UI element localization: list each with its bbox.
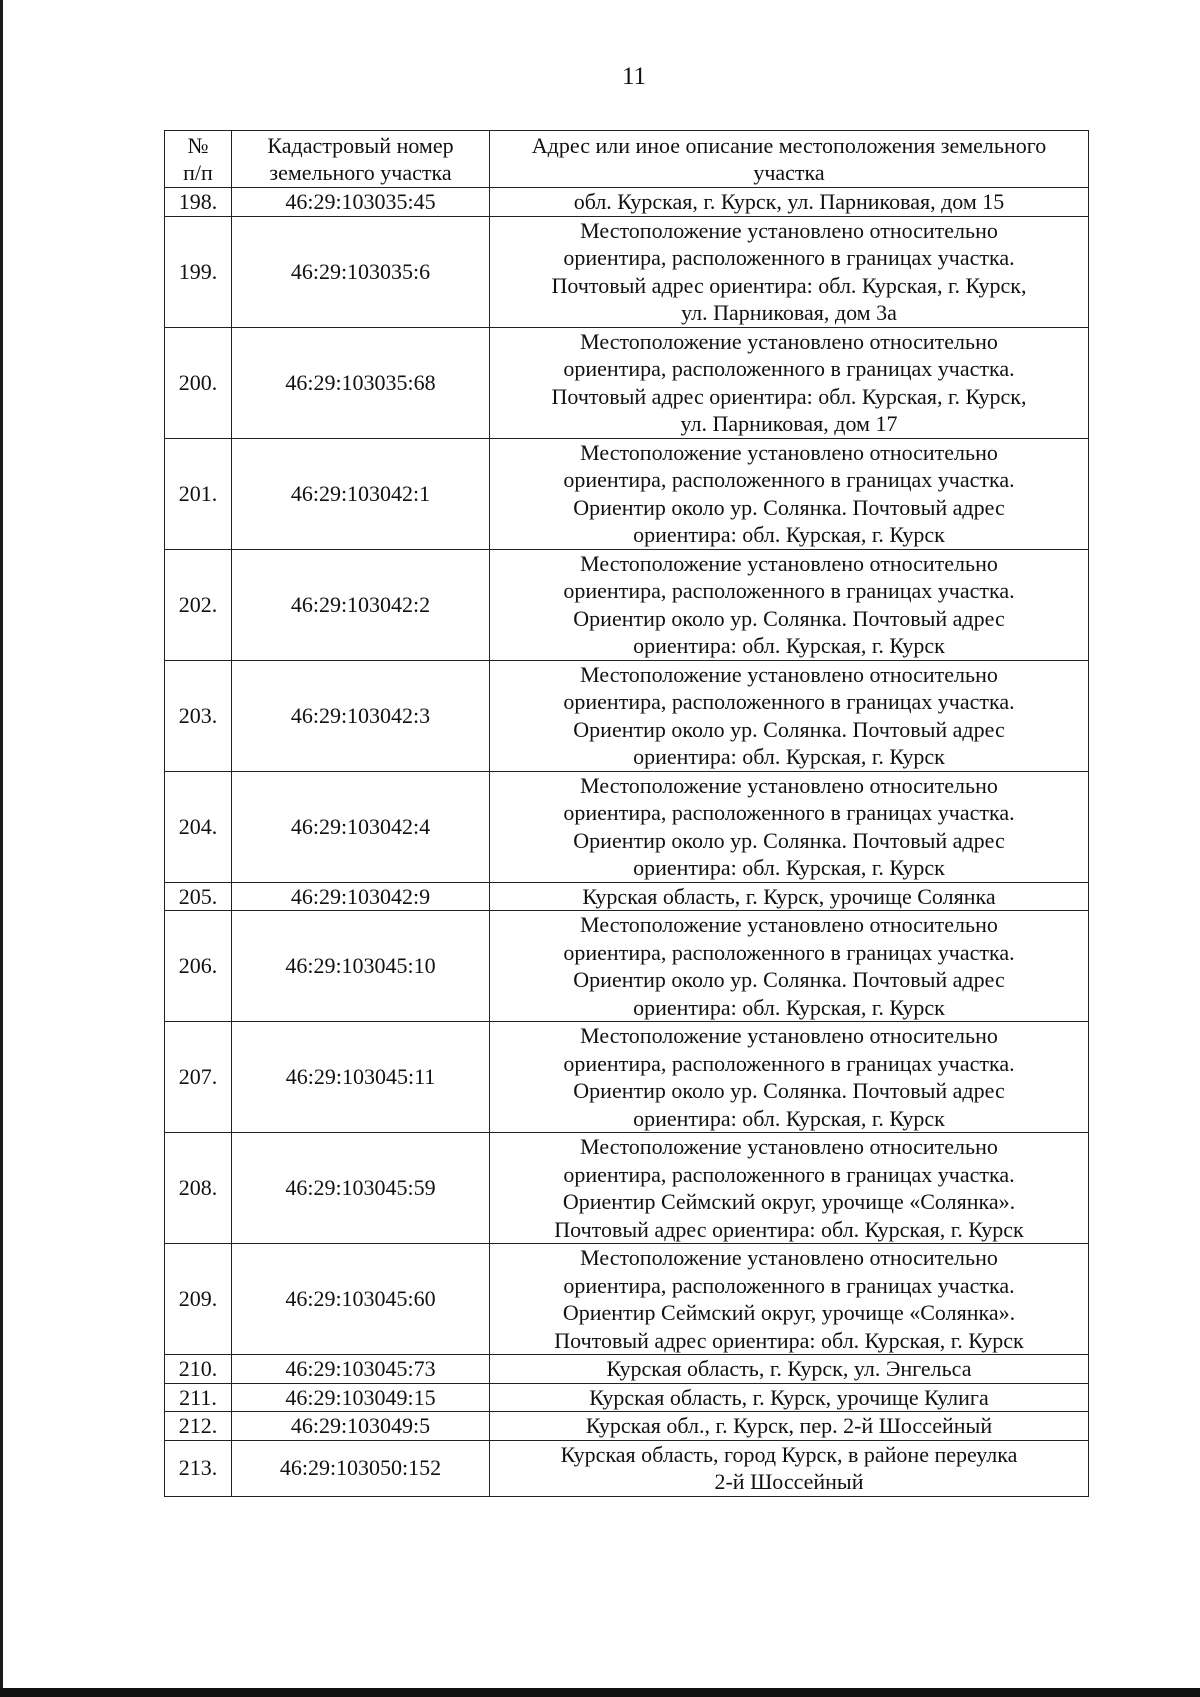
cell-number: 212. bbox=[165, 1412, 232, 1441]
cell-cadastral-number: 46:29:103035:68 bbox=[232, 327, 490, 438]
cell-number: 213. bbox=[165, 1440, 232, 1496]
cell-number: 205. bbox=[165, 882, 232, 911]
table-row bbox=[165, 1440, 1089, 1496]
cell-number: 201. bbox=[165, 438, 232, 549]
cell-number: 204. bbox=[165, 771, 232, 882]
cell-number: 199. bbox=[165, 216, 232, 327]
cell-number: 208. bbox=[165, 1133, 232, 1244]
table-row bbox=[165, 1022, 1089, 1133]
table-row bbox=[165, 188, 1089, 217]
cell-cadastral-number: 46:29:103042:4 bbox=[232, 771, 490, 882]
cell-number: 202. bbox=[165, 549, 232, 660]
cell-address: Местоположение установлено относительно ориентира, расположенного в границах участка. Ориентир около ур. Солянка. Почтовый адрес ориентира: обл. Курская, г. Курск bbox=[490, 438, 1089, 549]
cell-address: Местоположение установлено относительно ориентира, расположенного в границах участка. Почтовый адрес ориентира: обл. Курская, г. Курск, ул. Парниковая, дом 17 bbox=[490, 327, 1089, 438]
cell-address: Местоположение установлено относительно ориентира, расположенного в границах участка. Ориентир около ур. Солянка. Почтовый адрес ориентира: обл. Курская, г. Курск bbox=[490, 1022, 1089, 1133]
cell-address: Местоположение установлено относительно ориентира, расположенного в границах участка. Ориентир около ур. Солянка. Почтовый адрес ориентира: обл. Курская, г. Курск bbox=[490, 771, 1089, 882]
cell-address: Местоположение установлено относительно ориентира, расположенного в границах участка. Ориентир Сеймский округ, урочище «Солянка». Почтовый адрес ориентира: обл. Курская, г. Курск bbox=[490, 1133, 1089, 1244]
cell-number: 211. bbox=[165, 1383, 232, 1412]
table-row bbox=[165, 1244, 1089, 1355]
header-number: № п/п bbox=[165, 131, 232, 188]
header-address: Адрес или иное описание местоположения земельного участка bbox=[490, 131, 1089, 188]
cell-number: 207. bbox=[165, 1022, 232, 1133]
cell-cadastral-number: 46:29:103049:5 bbox=[232, 1412, 490, 1441]
cell-cadastral-number: 46:29:103042:3 bbox=[232, 660, 490, 771]
table-row bbox=[165, 1355, 1089, 1384]
scan-edge-left bbox=[0, 0, 3, 1697]
cell-address: Курская область, г. Курск, урочище Солянка bbox=[490, 882, 1089, 911]
cell-number: 206. bbox=[165, 911, 232, 1022]
cell-number: 209. bbox=[165, 1244, 232, 1355]
cell-address: Местоположение установлено относительно ориентира, расположенного в границах участка. Ориентир Сеймский округ, урочище «Солянка». Почтовый адрес ориентира: обл. Курская, г. Курск bbox=[490, 1244, 1089, 1355]
header-cadastral-number: Кадастровый номер земельного участка bbox=[232, 131, 490, 188]
cell-cadastral-number: 46:29:103042:9 bbox=[232, 882, 490, 911]
cell-address: Курская область, город Курск, в районе переулка 2-й Шоссейный bbox=[490, 1440, 1089, 1496]
cell-address: Местоположение установлено относительно ориентира, расположенного в границах участка. Ориентир около ур. Солянка. Почтовый адрес ориентира: обл. Курская, г. Курск bbox=[490, 911, 1089, 1022]
table-row bbox=[165, 882, 1089, 911]
cell-cadastral-number: 46:29:103045:73 bbox=[232, 1355, 490, 1384]
page-number: 11 bbox=[621, 63, 647, 90]
cell-cadastral-number: 46:29:103045:60 bbox=[232, 1244, 490, 1355]
cell-address: Курская обл., г. Курск, пер. 2-й Шоссейный bbox=[490, 1412, 1089, 1441]
cell-cadastral-number: 46:29:103035:6 bbox=[232, 216, 490, 327]
cell-address: Местоположение установлено относительно ориентира, расположенного в границах участка. Почтовый адрес ориентира: обл. Курская, г. Курск, ул. Парниковая, дом 3а bbox=[490, 216, 1089, 327]
table-row bbox=[165, 771, 1089, 882]
land-plots-table bbox=[164, 130, 1089, 1497]
cell-address: Местоположение установлено относительно ориентира, расположенного в границах участка. Ориентир около ур. Солянка. Почтовый адрес ориентира: обл. Курская, г. Курск bbox=[490, 660, 1089, 771]
table-row bbox=[165, 1133, 1089, 1244]
table-row bbox=[165, 1383, 1089, 1412]
table-row bbox=[165, 660, 1089, 771]
cell-cadastral-number: 46:29:103045:59 bbox=[232, 1133, 490, 1244]
table-row bbox=[165, 216, 1089, 327]
cell-address: Курская область, г. Курск, урочище Кулига bbox=[490, 1383, 1089, 1412]
cell-number: 198. bbox=[165, 188, 232, 217]
cell-cadastral-number: 46:29:103042:2 bbox=[232, 549, 490, 660]
cell-address: Местоположение установлено относительно ориентира, расположенного в границах участка. Ориентир около ур. Солянка. Почтовый адрес ориентира: обл. Курская, г. Курск bbox=[490, 549, 1089, 660]
table-row bbox=[165, 1412, 1089, 1441]
cell-number: 210. bbox=[165, 1355, 232, 1384]
cell-address: Курская область, г. Курск, ул. Энгельса bbox=[490, 1355, 1089, 1384]
cell-number: 203. bbox=[165, 660, 232, 771]
cell-cadastral-number: 46:29:103050:152 bbox=[232, 1440, 490, 1496]
cell-number: 200. bbox=[165, 327, 232, 438]
cell-cadastral-number: 46:29:103042:1 bbox=[232, 438, 490, 549]
table-row bbox=[165, 911, 1089, 1022]
scan-edge-bottom bbox=[0, 1688, 1200, 1697]
cell-cadastral-number: 46:29:103045:11 bbox=[232, 1022, 490, 1133]
table-row bbox=[165, 438, 1089, 549]
table-body bbox=[165, 188, 1089, 1497]
table-row bbox=[165, 549, 1089, 660]
cell-cadastral-number: 46:29:103049:15 bbox=[232, 1383, 490, 1412]
cell-address: обл. Курская, г. Курск, ул. Парниковая, дом 15 bbox=[490, 188, 1089, 217]
cell-cadastral-number: 46:29:103045:10 bbox=[232, 911, 490, 1022]
table-header-row bbox=[165, 131, 1089, 188]
table-row bbox=[165, 327, 1089, 438]
cell-cadastral-number: 46:29:103035:45 bbox=[232, 188, 490, 217]
